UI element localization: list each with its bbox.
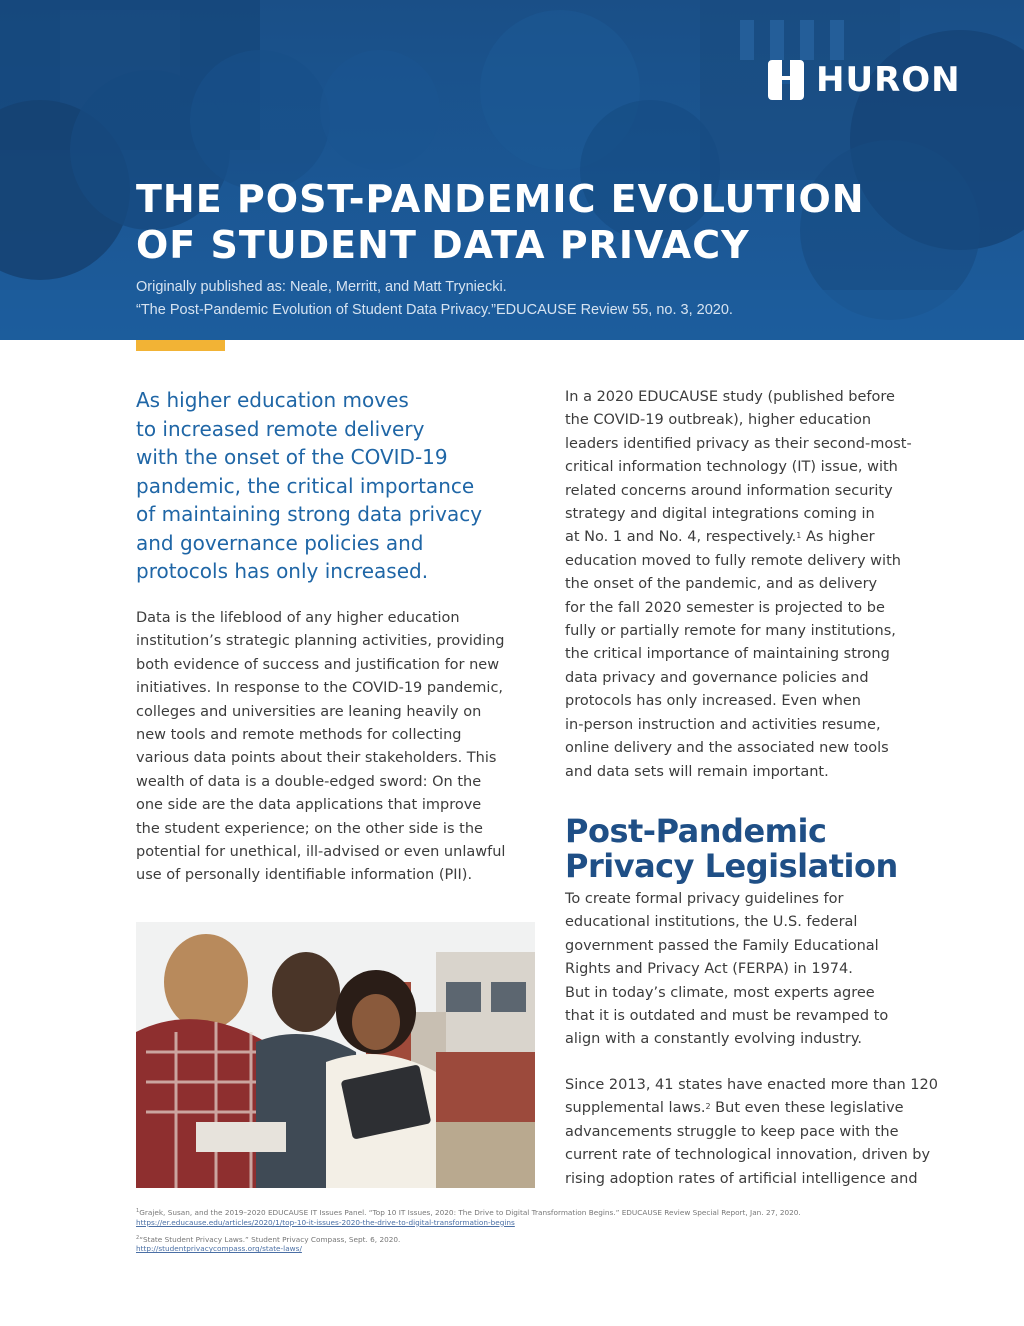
section-heading [565,814,965,884]
footnote-1-link[interactable]: https://er.educause.edu/articles/2020/1/top-10-it-issues-2020-the-drive-to-digital-transformation-begins [136,1217,515,1227]
body-line: current rate of technological innovation, driven by [565,1147,931,1164]
body-line: initiatives. In response to the COVID-19 pandemic, [136,680,504,697]
body-line: In a 2020 EDUCAUSE study (published before [565,389,895,405]
footnote-ref-2[interactable]: 2 [705,1102,711,1112]
accent-bar [136,340,225,351]
ferpa-paragraph [565,888,965,1052]
footnote-2 [136,1235,896,1255]
body-line: rising adoption rates of artificial intelligence and [565,1170,918,1187]
lead-line: with the onset of the COVID-19 [136,445,448,469]
body-line: various data points about their stakeholders. This [136,750,497,767]
body-line: government passed the Family Educational [565,937,879,954]
citation-line-1: Originally published as: Neale, Merritt, and Matt Tryniecki. [136,279,507,295]
body-line-part: But even these legislative [710,1100,904,1117]
title-line-1: THE POST-PANDEMIC EVOLUTION [136,177,865,221]
body-line: institution’s strategic planning activities, providing [136,633,505,650]
state-laws-paragraph [565,1074,965,1191]
body-line: leaders identified privacy as their second-most- [565,435,912,452]
lead-line: of maintaining strong data privacy [136,502,483,526]
body-line: To create formal privacy guidelines for [565,891,844,907]
body-line: educational institutions, the U.S. federal [565,914,858,931]
students-with-tablet-photo [136,922,535,1188]
body-line: related concerns around information security [565,482,893,499]
body-line: critical information technology (IT) issue, with [565,459,898,476]
footnote-2-link[interactable]: http://studentprivacycompass.org/state-laws/ [136,1244,302,1254]
title-line-2: OF STUDENT DATA PRIVACY [136,223,750,267]
heading-line-1: Post-Pandemic [565,812,827,850]
intro-paragraph [136,607,536,888]
body-line: potential for unethical, ill-advised or even unlawful [136,844,506,861]
body-line: in-person instruction and activities resume, [565,716,881,733]
body-line: the onset of the pandemic, and as delivery [565,576,878,593]
body-line: both evidence of success and justification for new [136,656,500,673]
body-line: the COVID-19 outbreak), higher education [565,412,872,429]
body-line: But in today’s climate, most experts agree [565,984,875,1001]
body-line: and data sets will remain important. [565,763,829,780]
body-line-with-footnote [565,1097,965,1120]
body-line: that it is outdated and must be revamped to [565,1008,889,1025]
body-line: protocols has only increased. Even when [565,693,861,710]
body-line: new tools and remote methods for collecting [136,727,462,744]
lead-line: and governance policies and [136,530,424,555]
lead-line: As higher education moves [136,388,409,412]
body-line: align with a constantly evolving industry. [565,1031,863,1048]
body-line-part: As higher [801,529,875,546]
body-line-part: at No. 1 and No. 4, respectively. [565,529,797,546]
body-line: online delivery and the associated new tools [565,740,889,757]
body-line-with-footnote [565,526,965,549]
body-line: the critical importance of maintaining strong [565,646,890,663]
citation-line-2: “The Post-Pandemic Evolution of Student Data Privacy.”EDUCAUSE Review 55, no. 3, 2020. [136,302,733,318]
body-line: data privacy and governance policies and [565,669,869,686]
body-line: Since 2013, 41 states have enacted more than 120 [565,1077,938,1093]
footnote-ref-1[interactable]: 1 [796,531,802,541]
body-line: advancements struggle to keep pace with the [565,1123,899,1140]
body-line: Data is the lifeblood of any higher education [136,610,460,626]
heading-line-2: Privacy Legislation [565,847,898,885]
header-banner [0,0,1024,340]
document-title [136,176,956,268]
huron-logo [766,58,961,102]
body-line: use of personally identifiable information (PII). [136,867,473,884]
lead-line: protocols has only increased. [136,559,429,583]
study-paragraph [565,386,965,784]
huron-logo-text: HURON [816,60,961,100]
footnote-1 [136,1208,896,1228]
lead-line: to increased remote delivery [136,416,425,441]
body-line: wealth of data is a double-edged sword: On the [136,773,482,790]
body-line: strategy and digital integrations coming in [565,506,875,523]
body-line: Rights and Privacy Act (FERPA) in 1974. [565,961,853,978]
body-line: colleges and universities are leaning heavily on [136,703,482,720]
footnotes [136,1208,896,1261]
lead-line: pandemic, the critical importance [136,473,475,498]
students-photo-illustration [136,922,535,1188]
body-line-part: supplemental laws. [565,1100,706,1117]
lead-paragraph [136,386,526,586]
body-line: for the fall 2020 semester is projected to be [565,599,885,616]
footnote-2-text: “State Student Privacy Laws.” Student Privacy Compass, Sept. 6, 2020. [139,1234,401,1244]
body-line: fully or partially remote for many institutions, [565,623,896,640]
body-line: education moved to fully remote delivery with [565,552,901,569]
footnote-2-mark: 2 [136,1234,140,1241]
footnote-1-mark: 1 [136,1208,140,1214]
citation [136,276,956,322]
footnote-1-text: Grajek, Susan, and the 2019–2020 EDUCAUSE IT Issues Panel. “Top 10 IT Issues, 2020: The Drive to Digital Transformation Begins.” EDUCAUSE Review Special Report, Jan. 27, 2020. [139,1208,801,1217]
body-line: one side are the data applications that improve [136,797,482,814]
huron-logo-mark-icon [766,58,806,102]
body-line: the student experience; on the other side is the [136,820,483,837]
